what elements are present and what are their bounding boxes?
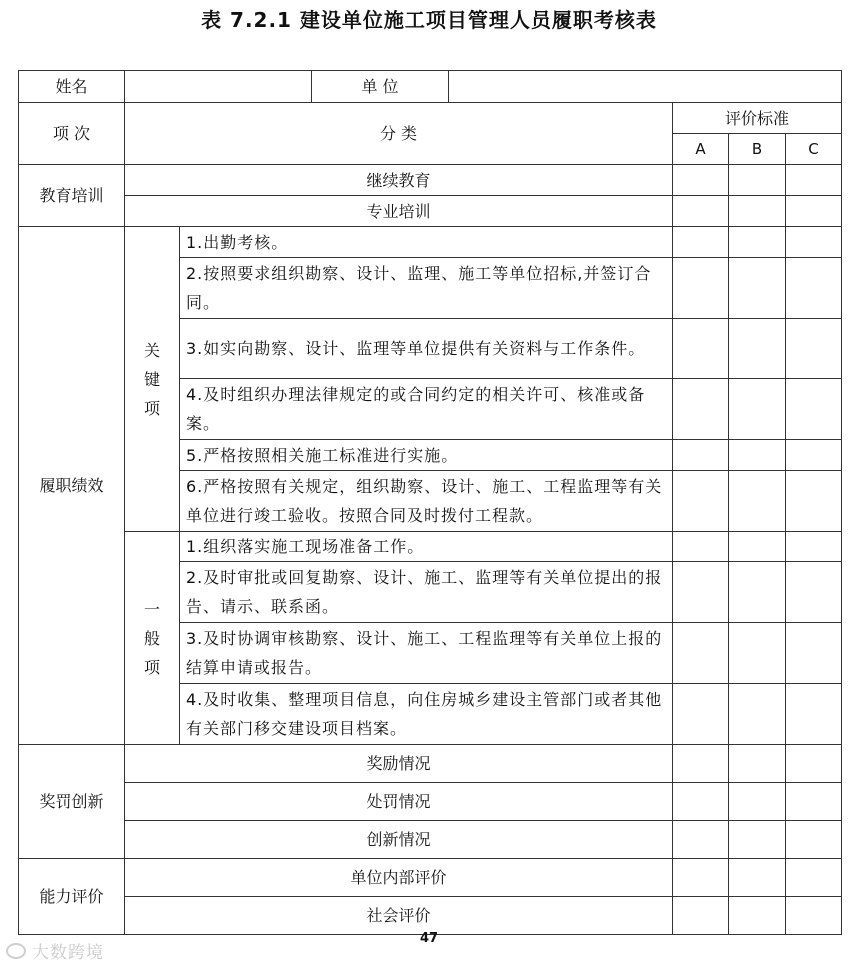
grade-cell-a[interactable]	[673, 684, 729, 745]
name-unit-row	[19, 71, 842, 103]
table-row	[19, 897, 842, 935]
grade-cell-c[interactable]	[786, 859, 842, 897]
key-items-char: 键	[143, 369, 160, 389]
grade-c-header: C	[786, 134, 842, 165]
grade-cell-c[interactable]	[786, 258, 842, 319]
grade-cell-b[interactable]	[729, 684, 786, 745]
watermark-text: 大数跨境	[32, 943, 104, 963]
grade-cell-a[interactable]	[673, 379, 729, 440]
grade-cell-a[interactable]	[673, 471, 729, 532]
item-header: 项 次	[19, 103, 125, 165]
category-header: 分 类	[125, 103, 673, 165]
ability-item: 单位内部评价	[125, 859, 673, 897]
grade-cell-a[interactable]	[673, 227, 729, 258]
grade-cell-a[interactable]	[673, 165, 729, 196]
grade-cell-c[interactable]	[786, 440, 842, 471]
table-row	[19, 227, 842, 258]
standard-header: 评价标准	[673, 103, 842, 134]
table-row	[19, 532, 842, 562]
table-row	[19, 196, 842, 227]
grade-cell-c[interactable]	[786, 783, 842, 821]
grade-a-header: A	[673, 134, 729, 165]
grade-cell-c[interactable]	[786, 562, 842, 623]
unit-label: 单 位	[312, 71, 449, 103]
grade-cell-a[interactable]	[673, 897, 729, 935]
grade-cell-b[interactable]	[729, 821, 786, 859]
table-row	[19, 859, 842, 897]
table-row	[19, 165, 842, 196]
table-title: 表 7.2.1 建设单位施工项目管理人员履职考核表	[201, 8, 657, 32]
grade-cell-a[interactable]	[673, 440, 729, 471]
name-label: 姓名	[19, 71, 125, 103]
table-row	[19, 821, 842, 859]
key-items-char: 关	[143, 340, 160, 360]
key-item: 3.如实向勘察、设计、监理等单位提供有关资料与工作条件。	[180, 319, 673, 379]
rewards-label: 奖罚创新	[19, 745, 125, 859]
grade-cell-b[interactable]	[729, 783, 786, 821]
assessment-table	[18, 70, 842, 935]
key-item: 2.按照要求组织勘察、设计、监理、施工等单位招标,并签订合同。	[180, 258, 673, 319]
grade-cell-b[interactable]	[729, 227, 786, 258]
grade-cell-a[interactable]	[673, 196, 729, 227]
watermark	[6, 938, 104, 963]
grade-cell-c[interactable]	[786, 379, 842, 440]
key-item: 1.出勤考核。	[180, 227, 673, 258]
general-items-char: 项	[143, 657, 160, 677]
grade-cell-c[interactable]	[786, 897, 842, 935]
grade-cell-b[interactable]	[729, 379, 786, 440]
name-value-cell[interactable]	[125, 71, 312, 103]
key-item: 4.及时组织办理法律规定的或合同约定的相关许可、核准或备案。	[180, 379, 673, 440]
education-item: 继续教育	[125, 165, 673, 196]
page-number: 47	[419, 931, 439, 946]
grade-cell-c[interactable]	[786, 165, 842, 196]
general-item: 4.及时收集、整理项目信息，向住房城乡建设主管部门或者其他有关部门移交建设项目档案。	[180, 684, 673, 745]
grade-cell-c[interactable]	[786, 623, 842, 684]
grade-cell-b[interactable]	[729, 532, 786, 562]
general-items-char: 般	[143, 628, 160, 648]
grade-cell-c[interactable]	[786, 821, 842, 859]
grade-cell-c[interactable]	[786, 684, 842, 745]
key-item: 5.严格按照相关施工标准进行实施。	[180, 440, 673, 471]
grade-cell-b[interactable]	[729, 623, 786, 684]
grade-cell-b[interactable]	[729, 165, 786, 196]
grade-cell-b[interactable]	[729, 562, 786, 623]
grade-cell-a[interactable]	[673, 821, 729, 859]
key-item: 6.严格按照有关规定，组织勘察、设计、施工、工程监理等有关单位进行竣工验收。按照合同及时拨付工程款。	[180, 471, 673, 532]
grade-cell-b[interactable]	[729, 471, 786, 532]
grade-cell-b[interactable]	[729, 258, 786, 319]
grade-cell-b[interactable]	[729, 319, 786, 379]
grade-cell-b[interactable]	[729, 897, 786, 935]
performance-label: 履职绩效	[19, 227, 125, 745]
grade-cell-b[interactable]	[729, 440, 786, 471]
grade-b-header: B	[729, 134, 786, 165]
table-row	[19, 745, 842, 783]
grade-cell-b[interactable]	[729, 859, 786, 897]
grade-cell-c[interactable]	[786, 532, 842, 562]
ability-item: 社会评价	[125, 897, 673, 935]
grade-cell-a[interactable]	[673, 623, 729, 684]
general-item: 2.及时审批或回复勘察、设计、施工、监理等有关单位提出的报告、请示、联系函。	[180, 562, 673, 623]
grade-cell-a[interactable]	[673, 783, 729, 821]
rewards-item: 创新情况	[125, 821, 673, 859]
ability-label: 能力评价	[19, 859, 125, 935]
header-row	[19, 103, 842, 134]
key-items-char: 项	[143, 398, 160, 418]
grade-cell-b[interactable]	[729, 745, 786, 783]
grade-cell-c[interactable]	[786, 745, 842, 783]
general-items-char: 一	[143, 599, 160, 619]
grade-cell-a[interactable]	[673, 859, 729, 897]
grade-cell-c[interactable]	[786, 319, 842, 379]
key-items-label	[125, 227, 180, 532]
rewards-item: 处罚情况	[125, 783, 673, 821]
grade-cell-a[interactable]	[673, 745, 729, 783]
general-item: 1.组织落实施工现场准备工作。	[180, 532, 673, 562]
general-item: 3.及时协调审核勘察、设计、施工、工程监理等有关单位上报的结算申请或报告。	[180, 623, 673, 684]
watermark-logo-icon	[6, 943, 26, 959]
grade-cell-a[interactable]	[673, 562, 729, 623]
grade-cell-c[interactable]	[786, 196, 842, 227]
education-label: 教育培训	[19, 165, 125, 227]
grade-cell-a[interactable]	[673, 532, 729, 562]
grade-cell-c[interactable]	[786, 227, 842, 258]
rewards-item: 奖励情况	[125, 745, 673, 783]
general-items-label	[125, 532, 180, 745]
grade-cell-a[interactable]	[673, 319, 729, 379]
grade-cell-b[interactable]	[729, 196, 786, 227]
grade-cell-a[interactable]	[673, 258, 729, 319]
education-item: 专业培训	[125, 196, 673, 227]
table-row	[19, 783, 842, 821]
grade-cell-c[interactable]	[786, 471, 842, 532]
unit-value-cell[interactable]	[449, 71, 842, 103]
